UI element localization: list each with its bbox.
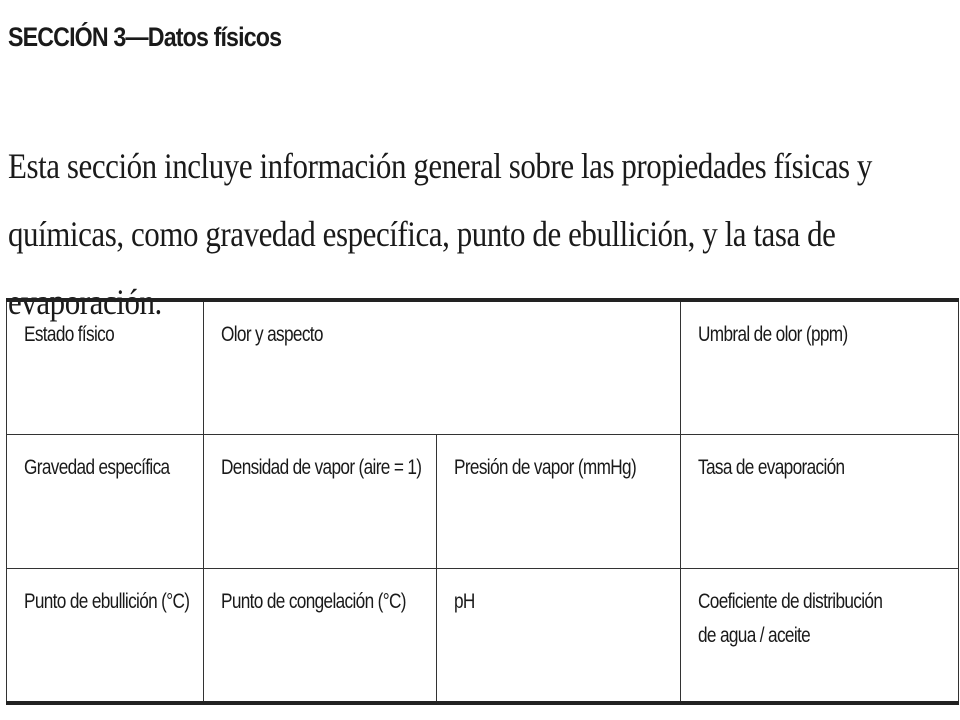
label-punto-congelacion: Punto de congelación (°C) [221, 589, 406, 613]
physical-data-table [6, 298, 959, 705]
table-row [7, 568, 959, 703]
cell-punto-congelacion [204, 568, 437, 703]
cell-presion-vapor [437, 434, 681, 568]
label-ph: pH [454, 589, 475, 613]
label-tasa-evaporacion: Tasa de evaporación [698, 455, 845, 479]
section-title: SECCIÓN 3—Datos físicos [8, 22, 282, 52]
label-punto-ebullicion: Punto de ebullición (°C) [24, 589, 190, 613]
cell-coeficiente-distribucion [681, 568, 959, 703]
cell-olor-aspecto [204, 300, 681, 434]
cell-umbral-olor [681, 300, 959, 434]
cell-punto-ebullicion [7, 568, 204, 703]
label-estado-fisico: Estado físico [24, 323, 115, 346]
cell-gravedad-especifica [7, 434, 204, 568]
cell-ph [437, 568, 681, 703]
label-olor-aspecto: Olor y aspecto [221, 323, 323, 346]
table-row [7, 300, 959, 434]
label-coeficiente-line1: Coeficiente de distribución [698, 589, 883, 613]
label-densidad-vapor: Densidad de vapor (aire = 1) [221, 455, 422, 479]
label-presion-vapor: Presión de vapor (mmHg) [454, 455, 637, 479]
label-gravedad-especifica: Gravedad específica [24, 455, 170, 479]
section-description: Esta sección incluye información general sobre las propiedades físicas y químicas, como gravedad específica, punto de ebullición, y la tasa de evaporación. [8, 146, 872, 322]
cell-estado-fisico [7, 300, 204, 434]
label-umbral-olor: Umbral de olor (ppm) [698, 323, 848, 346]
table-row [7, 434, 959, 568]
cell-tasa-evaporacion [681, 434, 959, 568]
cell-densidad-vapor [204, 434, 437, 568]
label-coeficiente-line2: de agua / aceite [698, 623, 811, 647]
